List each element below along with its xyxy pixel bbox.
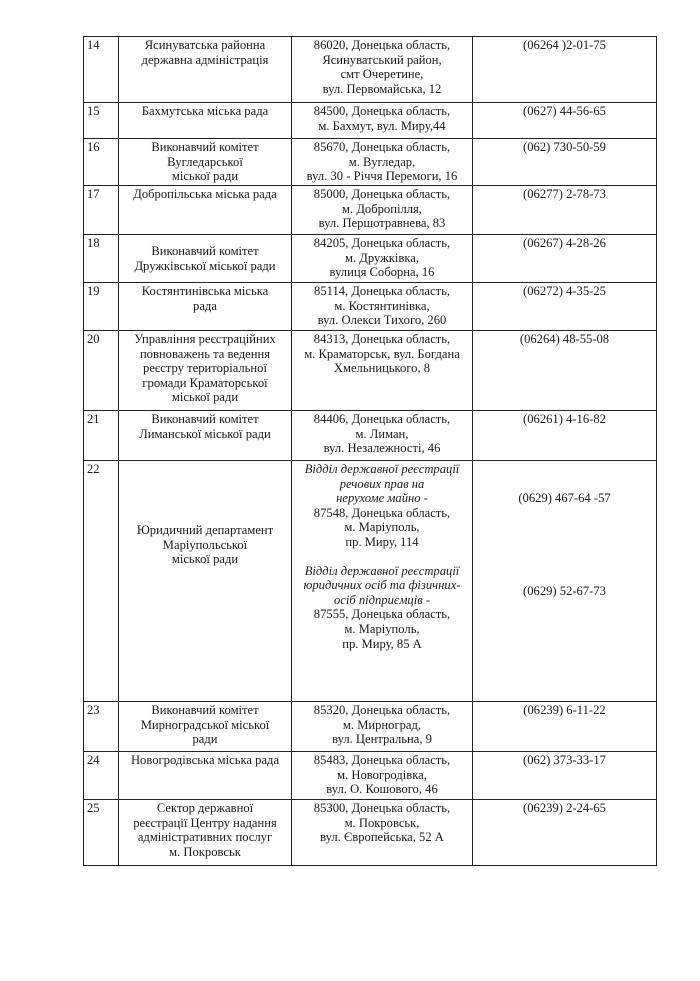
phone-number: (06239) 6-11-22 (473, 702, 657, 752)
phone-number: (062) 373-33-17 (473, 752, 657, 800)
address: 86020, Донецька область, Ясинуватський район, смт Очеретине, вул. Первомайська, 12 (292, 37, 473, 103)
address: 85320, Донецька область, м. Мирноград, вул. Центральна, 9 (292, 702, 473, 752)
address: 84205, Донецька область, м. Дружківка, вулиця Соборна, 16 (292, 235, 473, 283)
row-number: 24 (84, 752, 119, 800)
phone-number: (0627) 44-56-65 (473, 103, 657, 139)
phone-number: (06272) 4-35-25 (473, 283, 657, 331)
table-row (84, 331, 657, 411)
organization-name: Ясинуватська районна державна адміністрація (119, 37, 292, 103)
address: 85483, Донецька область, м. Новогродівка, вул. О. Кошового, 46 (292, 752, 473, 800)
row-number: 14 (84, 37, 119, 103)
organization-name: Новогродівська міська рада (119, 752, 292, 800)
organization-name: Виконавчий комітет Дружківської міської ради (119, 235, 292, 283)
organization-name: Виконавчий комітет Мирноградської міської ради (119, 702, 292, 752)
table-row (84, 800, 657, 866)
organization-name: Костянтинівська міська рада (119, 283, 292, 331)
row-number: 16 (84, 139, 119, 186)
row-number: 23 (84, 702, 119, 752)
address: 85670, Донецька область, м. Вугледар, вул. 30 - Річчя Перемоги, 16 (292, 139, 473, 186)
table-row (84, 186, 657, 235)
phone-number: (06264) 48-55-08 (473, 331, 657, 411)
row-number: 20 (84, 331, 119, 411)
address: 85000, Донецька область, м. Добропілля, вул. Першотравнева, 83 (292, 186, 473, 235)
registry-table (83, 36, 657, 866)
table-row (84, 283, 657, 331)
phone-number-2: (0629) 52-67-73 (523, 583, 606, 598)
row-number: 25 (84, 800, 119, 866)
organization-name: Сектор державної реєстрації Центру надання адміністративних послуг м. Покровськ (119, 800, 292, 866)
address: 84500, Донецька область, м. Бахмут, вул. Миру,44 (292, 103, 473, 139)
organization-name: Управління реєстраційних повноважень та ведення реєстру територіальної громади Краматорської міської ради (119, 331, 292, 411)
phone-number (473, 461, 657, 702)
organization-name: Бахмутська міська рада (119, 103, 292, 139)
phone-number: (06264 )2-01-75 (473, 37, 657, 103)
table-row (84, 103, 657, 139)
row-number: 18 (84, 235, 119, 283)
department-title: Відділ державної реєстрації юридичних осіб та фізичних- осіб підприємців - (303, 563, 461, 607)
row-number: 21 (84, 411, 119, 461)
table-row (84, 235, 657, 283)
table-row (84, 702, 657, 752)
address: 84313, Донецька область, м. Краматорськ, вул. Богдана Хмельницького, 8 (292, 331, 473, 411)
table-row (84, 139, 657, 186)
table-row (84, 411, 657, 461)
organization-name: Юридичний департамент Маріупольської міської ради (119, 461, 292, 702)
address: 84406, Донецька область, м. Лиман, вул. Незалежності, 46 (292, 411, 473, 461)
address: 85114, Донецька область, м. Костянтинівка, вул. Олекси Тихого, 260 (292, 283, 473, 331)
phone-number: (06261) 4-16-82 (473, 411, 657, 461)
address: Відділ державної реєстрації речових прав на нерухоме майно - 87548, Донецька область, м. Маріуполь, пр. Миру, 114 Відділ державної реєстрації юридичних осіб та фізичних- осіб підприємців - 87555, Донецька область, м. Маріуполь, пр. Миру, 85 А (292, 461, 473, 702)
row-number: 22 (84, 461, 119, 702)
row-number: 17 (84, 186, 119, 235)
row-number: 15 (84, 103, 119, 139)
phone-number: (062) 730-50-59 (473, 139, 657, 186)
table-row (84, 37, 657, 103)
phone-number: (06239) 2-24-65 (473, 800, 657, 866)
organization-name: Виконавчий комітет Лиманської міської ради (119, 411, 292, 461)
table-row (84, 461, 657, 702)
phone-number-1: (0629) 467-64 -57 (518, 491, 611, 505)
row-number: 19 (84, 283, 119, 331)
phone-number: (06267) 4-28-26 (473, 235, 657, 283)
department-title: Відділ державної реєстрації речових прав на нерухоме майно - (304, 462, 460, 506)
table-row (84, 752, 657, 800)
phone-number: (06277) 2-78-73 (473, 186, 657, 235)
address: 85300, Донецька область, м. Покровськ, вул. Європейська, 52 А (292, 800, 473, 866)
organization-name: Виконавчий комітет Вугледарської міської ради (119, 139, 292, 186)
organization-name: Добропільська міська рада (119, 186, 292, 235)
